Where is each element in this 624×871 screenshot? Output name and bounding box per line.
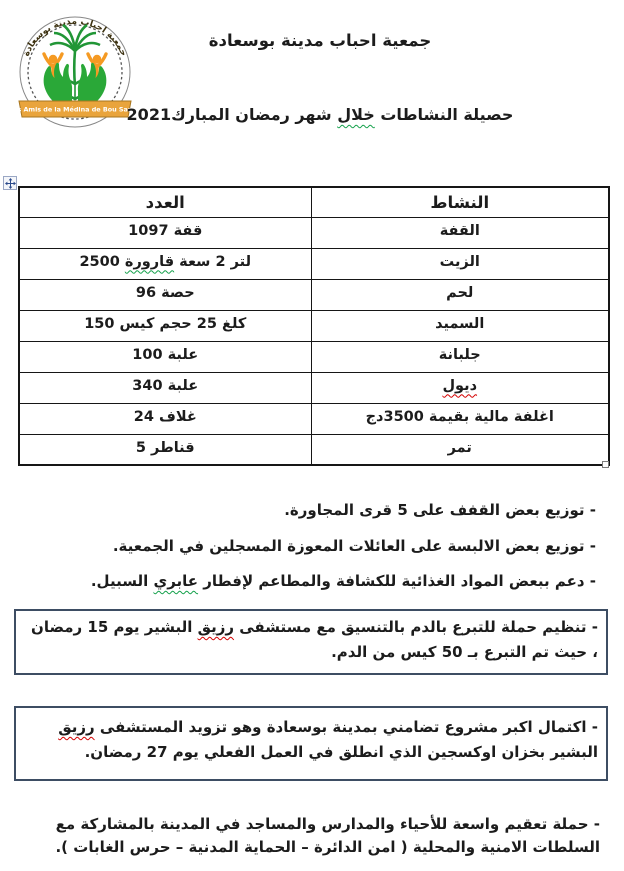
table-row	[19, 434, 609, 465]
page-title[interactable]: جمعية احباب مدينة بوسعادة	[208, 31, 432, 50]
move-arrows-icon	[5, 178, 16, 189]
logo-banner-text: Les Amis de la Médina de Bou Saada	[12, 105, 138, 114]
count-cell[interactable]: 1097 قفة	[19, 217, 311, 248]
count-cell[interactable]: 2500 قارورة سعة 2 لتر	[19, 248, 311, 279]
column-header-activity[interactable]: النشاط	[311, 187, 609, 217]
activity-cell[interactable]: لحم	[311, 279, 609, 310]
count-cell[interactable]: 24 غلاف	[19, 403, 311, 434]
table-row	[19, 248, 609, 279]
sterilization-campaign-paragraph[interactable]: - حملة تعقيم واسعة للأحياء والمدارس والمساجد في المدينة بالمشاركة مع السلطات الامنية والمحلية ( امن الدائرة – الحماية المدنية – حرس الغابات ).	[55, 815, 600, 856]
bullet-clothes-distribution[interactable]: - توزيع بعض الالبسة على العائلات المعوزة المسجلين في الجمعية.	[112, 537, 596, 555]
count-cell[interactable]: 150 كيس حجم 25 كلغ	[19, 310, 311, 341]
activities-table[interactable]	[18, 186, 610, 466]
count-cell[interactable]: 96 حصة	[19, 279, 311, 310]
activity-cell[interactable]: ديول	[311, 372, 609, 403]
activity-cell[interactable]: تمر	[311, 434, 609, 465]
page-subtitle[interactable]: حصيلة النشاطات خلال شهر رمضان المبارك2021	[126, 105, 514, 124]
oxygen-project-textbox[interactable]: - اكتمال اكبر مشروع تضامني بمدينة بوسعادة وهو تزويد المستشفى رزيق البشير بخزان اوكسجين الذي انطلق في العمل الفعلي يوم 27 رمضان.	[14, 706, 608, 781]
bullet-baskets-distribution[interactable]: - توزيع بعض القفف على 5 قرى المجاورة.	[284, 501, 596, 519]
count-cell[interactable]: 100 علبة	[19, 341, 311, 372]
table-resize-handle[interactable]	[602, 461, 609, 468]
activity-cell[interactable]: اغلفة مالية بقيمة 3500دج	[311, 403, 609, 434]
activity-cell[interactable]: الزيت	[311, 248, 609, 279]
activity-cell[interactable]: السميد	[311, 310, 609, 341]
bullet-food-support[interactable]: - دعم ببعض المواد الغذائية للكشافة والمطاعم لإفطار عابري السبيل.	[90, 572, 596, 590]
table-row	[19, 279, 609, 310]
blood-donation-textbox[interactable]: - تنظيم حملة للتبرع بالدم بالتنسيق مع مستشفى رزيق البشير يوم 15 رمضان ، حيث تم التبرع بـ 50 كيس من الدم.	[14, 609, 608, 675]
count-cell[interactable]: 5 قناطر	[19, 434, 311, 465]
count-cell[interactable]: 340 علبة	[19, 372, 311, 403]
logo-arc-text: جمعية احباب مدينة بوسعادة	[21, 16, 129, 58]
table-row	[19, 372, 609, 403]
activity-cell[interactable]: جلبانة	[311, 341, 609, 372]
table-move-handle[interactable]	[3, 176, 17, 190]
table-row	[19, 341, 609, 372]
table-row	[19, 403, 609, 434]
activity-cell[interactable]: القفة	[311, 217, 609, 248]
table-row	[19, 310, 609, 341]
table-header-row	[19, 187, 609, 217]
table-row	[19, 217, 609, 248]
column-header-count[interactable]: العدد	[19, 187, 311, 217]
table-body	[19, 217, 609, 465]
